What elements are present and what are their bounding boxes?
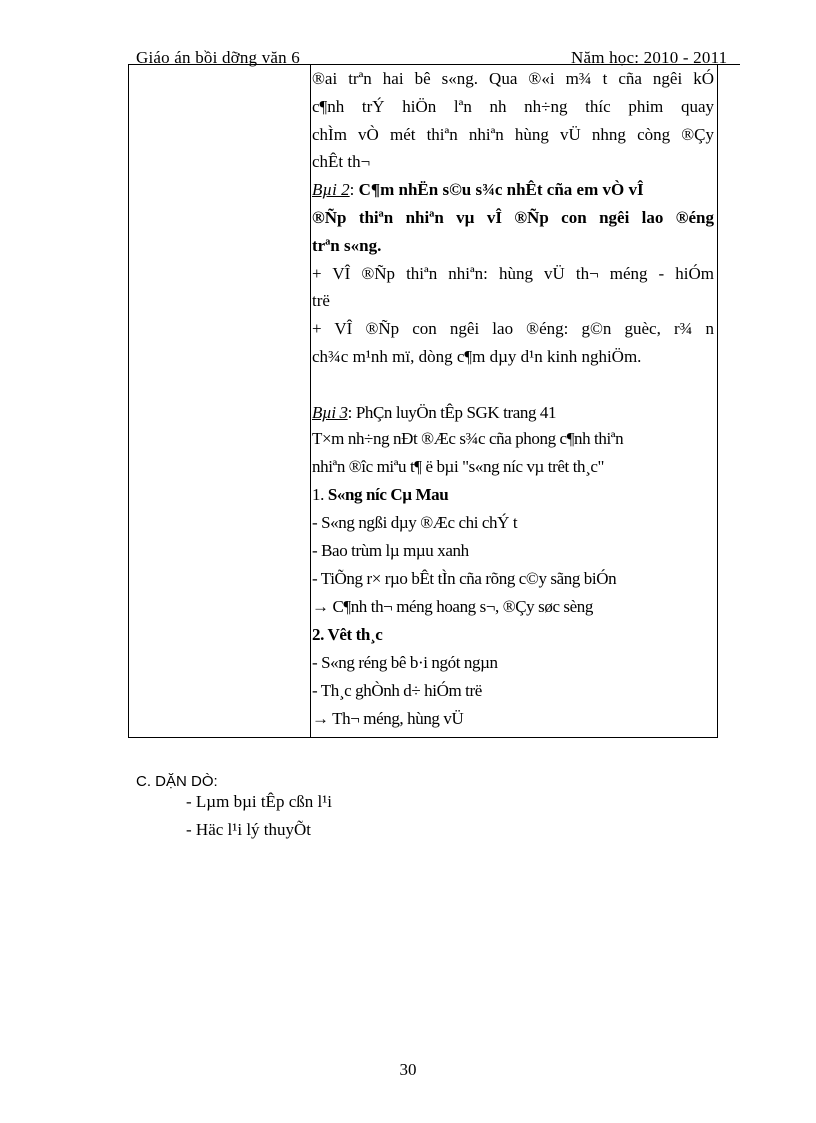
bai2-item: ch¾c m¹nh mï, dòng c¶m dµy d¹n kinh nghiÖm. <box>312 347 642 366</box>
text-line: c¶nh trÝ hiÖn lªn nh nh÷ng thíc phim quay <box>312 97 714 116</box>
list-item: - S«ng réng bê b·i ngót ngµn <box>312 653 498 672</box>
bai2-item: + VÎ ®Ñp thiªn nhiªn: hùng vÜ th¬ méng - hiÓm <box>312 264 714 283</box>
list-item: - TiÕng r× rµo bÊt tÌn cña rõng c©y sãng biÓn <box>312 569 617 588</box>
bai3-rest: : PhÇn luyÖn tÊp SGK trang 41 <box>347 403 557 422</box>
table-left-column <box>129 64 311 737</box>
subheading-number: 1. <box>312 485 328 504</box>
text-line: chÊt th¬ <box>312 152 371 171</box>
list-item: → C¶nh th¬ méng hoang s¬, ®Çy søc sèng <box>312 597 593 616</box>
table-right-column <box>312 64 717 737</box>
page-number: 30 <box>399 1060 417 1079</box>
bai2-heading-line1 <box>312 177 717 203</box>
bai2-item: + VÎ ®Ñp con ngêi lao ®éng: g©n guèc, r¾ n <box>312 319 714 338</box>
subheading-text: S«ng níc Cµ Mau <box>327 485 449 504</box>
bai3-label: Bµi 3 <box>312 403 348 422</box>
bai3-heading <box>312 400 717 426</box>
list-item: - Th¸c ghÒnh d÷ hiÓm trë <box>312 681 482 700</box>
text-line: chÌm vÒ mét thiªn nhiªn hùng vÜ nhng còng ®Çy <box>312 125 714 144</box>
header-right: Năm học: 2010 - 2011 <box>571 48 728 67</box>
bai3-subheading-1 <box>312 482 717 508</box>
list-item: - Bao trùm lµ mµu xanh <box>312 541 469 560</box>
bai2-heading-line3: trªn s«ng. <box>312 236 382 255</box>
bai2-heading-line2: ®Ñp thiªn nhiªn vµ vÎ ®Ñp con ngêi lao ®éng <box>312 208 714 227</box>
bai2-colon: : <box>349 180 359 199</box>
dando-item: - Lµm bµi tÊp cßn l¹i <box>186 792 333 811</box>
text-line: ®ai trªn hai bê s«ng. Qua ®«i m¾ t cña ngêi kÓ <box>312 69 714 88</box>
list-item: - S«ng ngßi dµy ®Æc chi chÝ t <box>312 513 518 532</box>
lesson-table <box>128 64 718 738</box>
header-left: Giáo án bồi dỡng văn 6 <box>136 48 300 67</box>
dando-title: C. DẶN DÒ: <box>136 773 218 790</box>
bai2-item: trë <box>312 291 330 310</box>
bai2-text: C¶m nhËn s©u s¾c nhÊt cña em vÒ vÎ <box>358 180 644 199</box>
bai3-line: T×m nh÷ng nÐt ®Æc s¾c cña phong c¶nh thiªn <box>312 429 624 448</box>
list-item: → Th¬ méng, hùng vÜ <box>312 709 464 728</box>
bai3-subheading-2: 2. Vêt th¸c <box>312 625 383 644</box>
dando-item: - Häc l¹i lý thuyÕt <box>186 820 312 839</box>
bai2-label: Bµi 2 <box>312 180 350 199</box>
bai3-line: nhiªn ®îc miªu t¶ ë bµi "s«ng níc vµ trêt th¸c" <box>312 457 605 476</box>
